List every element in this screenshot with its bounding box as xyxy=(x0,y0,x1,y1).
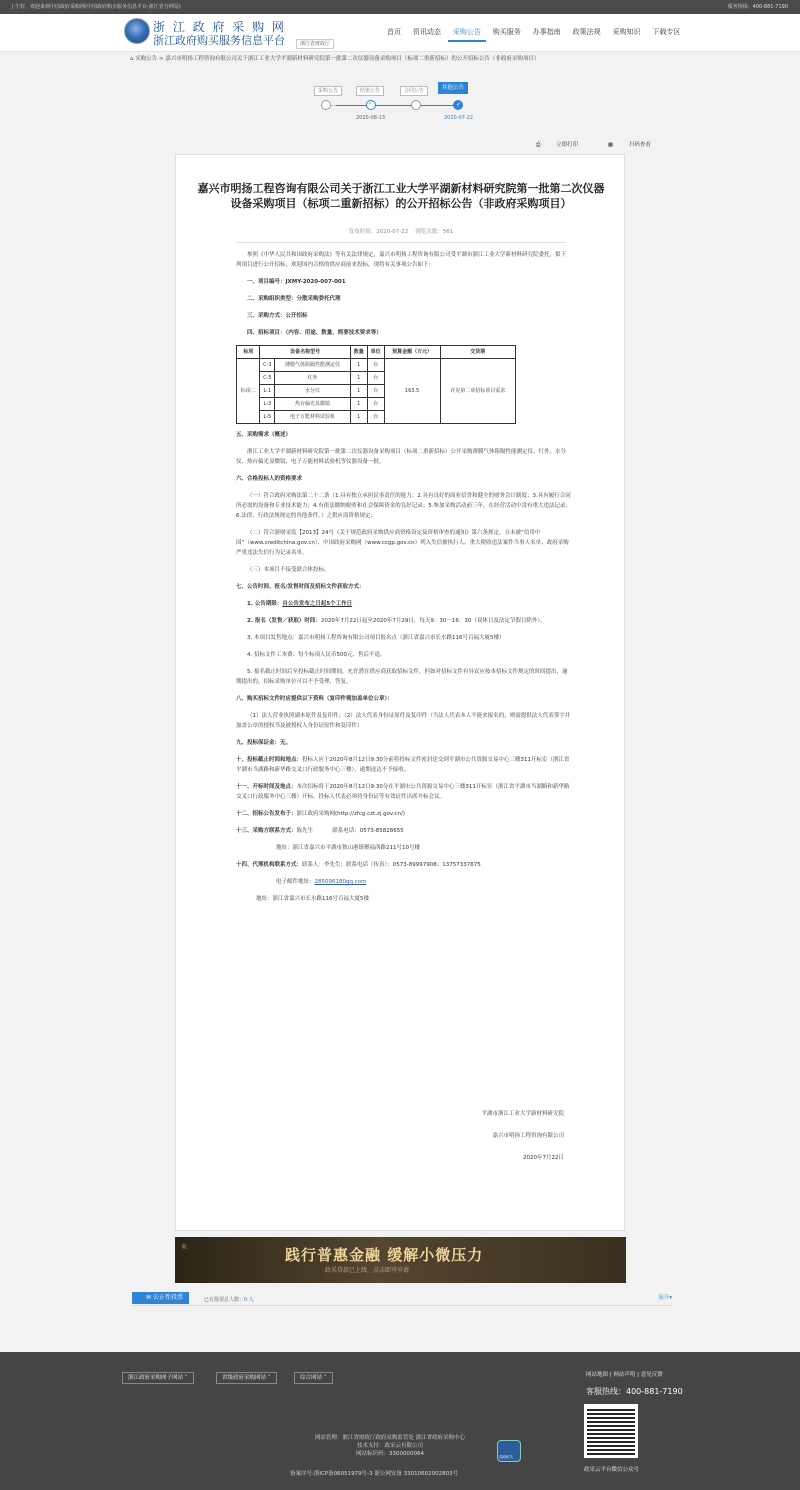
step-dot-contract[interactable] xyxy=(411,100,421,110)
vote-count-suffix: 人 xyxy=(248,1297,254,1303)
table-header-row xyxy=(237,346,516,359)
qty-cell: 1 xyxy=(350,411,367,424)
unit-cell: 台 xyxy=(367,359,384,372)
footer-manager: 网站管理：浙江省财政厅政府采购监管处 浙江省政府采购中心 xyxy=(314,1435,466,1441)
s12-link[interactable]: 浙江政府采购网(http://zfcg.czt.zj.gov.cn/) xyxy=(296,811,406,817)
qty-cell: 1 xyxy=(350,398,367,411)
code-cell: C-5 xyxy=(260,372,275,385)
section-7-5: 5. 报名截止时间后至投标截止时间期间，允许潜在供应商获取招标文件，但如对招标文件有异议应按本招标文件规定的时间提出，逾期提出的，招标采购单位可以不予受理、答复。 xyxy=(236,669,568,685)
print-button[interactable] xyxy=(536,142,592,148)
vote-count-prefix: 已有投票总人数： xyxy=(204,1297,245,1303)
nav-news[interactable]: 资讯动态 xyxy=(412,28,441,36)
section-6-p1: （一）符合政府采购法第二十二条（1.具有独立承担民事责任的能力；2.具有良好的商业信誉和健全的财务会计制度；3.具有履行合同所必需的设备和专业技术能力；4.有依法缴纳税收和社会保障资金的良好记录；5.参加采购活动前三年，在经营活动中没有重大违法记录；6.法律、行政法规规定的其他条件。）之供应商资格规定； xyxy=(236,493,571,519)
banner-subtext: 政采贷款已上线，点击即可申请 xyxy=(325,1267,410,1274)
select-sub-sites-label: 浙江政府采购网子网站 xyxy=(128,1375,184,1381)
print-icon: ⎙ xyxy=(536,142,541,148)
s10-text: 投标人应于2020年8月12日9:30分前将投标文件密封送交到平湖市公共资源交易中心三楼311开标室（浙江省平湖市当湖路和新华路交叉口行政服务中心三楼），逾期送达不予接收。 xyxy=(236,757,570,773)
s11-text: 本次招标将于2020年8月12日9:30分在平湖市公共资源交易中心三楼311开标室（浙江省平湖市当湖路和新华路交叉口行政服务中心三楼）开标，投标人代表必须持身份证等有效证件出席开标会议。 xyxy=(236,784,570,800)
site-logo-icon[interactable] xyxy=(124,18,150,44)
signature-org1: 平湖市浙江工业大学新材料研究院 xyxy=(481,1111,564,1117)
section-5-heading: 五、采购需求（概述） xyxy=(236,432,292,438)
breadcrumb-separator: > xyxy=(159,56,164,62)
lot-cell: 标项二 xyxy=(237,359,260,424)
top-bar xyxy=(0,0,800,14)
footer-info xyxy=(290,1434,490,1458)
col-unit: 单位 xyxy=(367,346,384,359)
nav-procurement-notice[interactable]: 采购公告 xyxy=(448,24,486,42)
finance-banner[interactable] xyxy=(175,1237,626,1283)
col-delivery: 交货期 xyxy=(440,346,515,359)
chevron-down-icon: ▾ xyxy=(669,1295,672,1301)
step-tag-other[interactable]: 其他公告 xyxy=(438,82,468,94)
print-label: 立即打印 xyxy=(556,142,579,148)
section-7-3: 3. 本项目发售地点：嘉兴市明扬工程咨询有限公司项目报名点（浙江省嘉兴市长水路116号百福大厦5楼） xyxy=(247,635,505,641)
main-nav xyxy=(382,24,685,44)
section-7-2 xyxy=(236,616,571,626)
vote-count-number: 0 xyxy=(244,1297,248,1303)
s14-email-label: 电子邮件地址： xyxy=(276,879,315,885)
site-title-line1[interactable]: 浙 江 政 府 采 购 网 xyxy=(153,20,286,34)
expand-button[interactable] xyxy=(658,1293,672,1301)
home-icon[interactable]: ⌂ xyxy=(130,56,134,62)
s7-2-value: 2020年7月22日起至2020年7月29日，每天9：30－16：30（双休日及法定节假日除外）。 xyxy=(320,618,546,624)
section-7-heading: 七、公告时间、报名/发售时间及招标文件获取方式： xyxy=(236,584,365,590)
site-header xyxy=(0,14,800,52)
step-tag-procurement[interactable]: 采购公告 xyxy=(314,86,342,96)
select-general-sites[interactable] xyxy=(294,1372,333,1384)
qr-code-icon xyxy=(584,1404,638,1458)
chevron-down-icon: ˅ xyxy=(323,1375,327,1381)
col-budget: 预算金额（万元） xyxy=(384,346,440,359)
section-1 xyxy=(236,277,571,287)
hotline-text: 服务热线：400-881-7190 xyxy=(727,4,788,10)
s7-2-label: 2. 报名（发售／获取）时间： xyxy=(247,618,321,624)
site-title-line2[interactable]: 浙江政府购买服务信息平台 xyxy=(153,34,285,47)
article-title: 嘉兴市明扬工程咨询有限公司关于浙江工业大学平湖新材料研究院第一批第二次仪器设备采购项目（标项二重新招标）的公开招标公告（非政府采购项目） xyxy=(197,182,605,210)
unit-cell: 台 xyxy=(367,372,384,385)
col-qty: 数量 xyxy=(350,346,367,359)
table-row xyxy=(237,359,516,372)
nav-home[interactable]: 首页 xyxy=(387,28,401,36)
article-tools xyxy=(536,140,679,149)
nav-downloads[interactable]: 下载专区 xyxy=(652,28,681,36)
site-tag: 浙江省财政厅 xyxy=(296,39,334,49)
section-5-text: 浙江工业大学平湖新材料研究院第一批第二次仪器设备采购项目（标项二重新招标）公开采购薄膜气体阻隔性能测定仪、红外、水分仪、热台偏光显微镜、电子万能材料试验机等仪器设备一批。 xyxy=(236,449,567,465)
title-divider xyxy=(236,242,566,243)
code-cell: L-1 xyxy=(260,385,275,398)
code-cell: L-5 xyxy=(260,411,275,424)
select-sub-sites[interactable] xyxy=(122,1372,194,1384)
s12-label: 十二、招标公告发布于： xyxy=(236,811,297,817)
chevron-down-icon: ˅ xyxy=(267,1375,271,1381)
step-tag-result[interactable]: 结果公告 xyxy=(356,86,384,96)
select-provincial-sites[interactable] xyxy=(216,1372,277,1384)
expand-label: 展开 xyxy=(658,1295,670,1301)
section-1-text: 一、项目编号：JXMY-2020-007-001 xyxy=(247,279,346,285)
section-7-1 xyxy=(236,599,571,609)
signature-date: 2020年7月22日 xyxy=(523,1155,564,1161)
section-14 xyxy=(236,860,571,870)
welcome-text: 上午好，欢迎来到中国政府采购网(中国政府购买服务信息平台-浙江省分网站) xyxy=(10,4,181,10)
timeline-line-active xyxy=(336,105,458,106)
section-6-heading: 六、合格投标人的资格要求 xyxy=(236,476,303,482)
footer-links[interactable]: 网站地图 | 网站声明 | 意见反馈 xyxy=(586,1372,663,1378)
qr-icon: ▦ xyxy=(607,142,614,148)
step-dot-result[interactable] xyxy=(366,100,376,110)
nav-guide[interactable]: 办事指南 xyxy=(532,28,561,36)
s13-address: 地址：浙江省嘉兴市平湖市独山港镇聚福西路211号10号楼 xyxy=(276,845,420,851)
name-cell: 电子万能材料试验机 xyxy=(275,411,350,424)
nav-purchase-service[interactable]: 购买服务 xyxy=(492,28,521,36)
chat-icon: ✉ xyxy=(146,1294,152,1301)
name-cell: 薄膜气体阻隔性能测定仪 xyxy=(275,359,350,372)
section-10 xyxy=(236,755,571,775)
intro-paragraph: 参照《中华人民共和国政府采购法》等有关法律规定，嘉兴市明扬工程咨询有限公司受平湖市浙江工业大学新材料研究院委托，拟下列项目进行公开招标，欢迎国内合格的供应商前来投标，现将有关事项公告如下： xyxy=(236,252,567,268)
site-footer xyxy=(0,1352,800,1490)
s14-email-line xyxy=(236,877,571,887)
step-date-result: 2020-08-13 xyxy=(356,115,386,121)
chevron-down-icon: ˅ xyxy=(184,1375,188,1381)
s13-label: 十三、采购方联系方式： xyxy=(236,828,297,834)
notice-timeline xyxy=(300,80,500,125)
breadcrumb-current: 嘉兴市明扬工程咨询有限公司关于浙江工业大学平湖新材料研究院第一批第二次仪器设备采购项目（标项二重新招标）的公开招标公告（非政府采购项目） xyxy=(165,56,540,62)
name-cell: 水分仪 xyxy=(275,385,350,398)
qty-cell: 1 xyxy=(350,372,367,385)
delivery-cell: 详见第二章招标项目需求 xyxy=(440,359,515,424)
s14-address: 地址：浙江省嘉兴市长水路116号百福大厦5楼 xyxy=(256,896,369,902)
unit-cell: 台 xyxy=(367,411,384,424)
section-11 xyxy=(236,782,571,802)
footer-site-id: 网站标识码：3300000064 xyxy=(356,1451,424,1457)
section-8-text: （1）法人营业执照副本原件及复印件；（2）法人代表身份证原件及复印件（当法人代表本人不能来报名的，则需提供法人代表签字并加盖公章的授权书及被授权人身份证原件和复印件） xyxy=(236,713,571,729)
publish-time: 发布时间：2020-07-22 xyxy=(348,229,409,235)
code-cell: C-3 xyxy=(260,359,275,372)
s13-phone: 联系电话：0573-85828655 xyxy=(332,828,404,834)
section-9: 九、投标保证金：无。 xyxy=(236,740,292,746)
s14-email-link[interactable]: 285096180qq.com xyxy=(314,879,367,885)
col-equipment: 设备名称型号 xyxy=(260,346,350,359)
budget-cell: 163.5 xyxy=(384,359,440,424)
s13-contact: 陈先生 xyxy=(296,828,314,834)
article-body xyxy=(236,250,571,911)
breadcrumb xyxy=(130,55,539,64)
article-meta xyxy=(176,227,626,235)
fairness-vote-text: 公正性投票 xyxy=(152,1294,183,1301)
qty-cell: 1 xyxy=(350,359,367,372)
article-card xyxy=(175,154,625,1231)
name-cell: 红外 xyxy=(275,372,350,385)
section-13 xyxy=(236,826,571,836)
select-general-label: 综合网站 xyxy=(300,1375,323,1381)
unit-cell: 台 xyxy=(367,398,384,411)
section-12 xyxy=(236,809,571,819)
qty-cell: 1 xyxy=(350,385,367,398)
section-4-heading: 四、招标项目：（内容、用途、数量、简要技术要求等） xyxy=(247,330,382,336)
s11-label: 十一、开标时间及地点： xyxy=(236,784,297,790)
footer-record[interactable]: 备案序号:浙ICP备06051979号-3 浙公网安备 33010602002803号 xyxy=(290,1471,459,1477)
gov-badge-label: 党政机关 xyxy=(499,1455,513,1459)
step-dot-procurement[interactable] xyxy=(321,100,331,110)
banner-logo: 米 xyxy=(181,1244,188,1251)
gov-badge-icon[interactable] xyxy=(497,1440,521,1462)
section-3 xyxy=(236,311,571,321)
signature-block xyxy=(481,1103,564,1169)
code-cell: L-3 xyxy=(260,398,275,411)
view-count: 浏览次数：561 xyxy=(415,229,454,235)
vote-count xyxy=(204,1296,254,1303)
section-7-4: 4. 招标文件工本费：每个标项人民币500元，售后不退。 xyxy=(247,652,386,658)
select-provincial-label: 省级政府采购网站 xyxy=(222,1375,267,1381)
s14-label: 十四、代理机构联系方式： xyxy=(236,862,303,868)
section-3-text: 三、采购方式：公开招标 xyxy=(247,313,308,319)
qr-caption: 政采云平台微信公众号 xyxy=(584,1467,640,1473)
step-tag-contract[interactable]: 合同公告 xyxy=(400,86,428,96)
section-6-p3: （三）本项目不接受联合体投标。 xyxy=(247,567,330,573)
breadcrumb-home[interactable]: 采购公告 xyxy=(135,56,158,62)
s10-label: 十、投标截止时间和地点： xyxy=(236,757,303,763)
s7-1-value: 自公告发布之日起5个工作日 xyxy=(282,601,353,607)
s14-text: 联系人：李先生；联系电话（传真）：0573-89997908；13757337675 xyxy=(302,862,481,868)
col-lot: 标项 xyxy=(237,346,260,359)
step-dot-other[interactable] xyxy=(453,100,463,110)
unit-cell: 台 xyxy=(367,385,384,398)
footer-support: 技术支持：政采云有限公司 xyxy=(356,1443,423,1449)
banner-headline: 践行普惠金融 缓解小微压力 xyxy=(285,1246,484,1264)
nav-knowledge[interactable]: 采购知识 xyxy=(612,28,641,36)
footer-hotline: 客服热线：400-881-7190 xyxy=(586,1387,683,1396)
fairness-vote-bar xyxy=(132,1292,672,1306)
s7-1-label: 1. 公告期限： xyxy=(247,601,283,607)
scan-button[interactable] xyxy=(608,142,665,148)
section-2-text: 二、采购组织类型：分散采购委托代理 xyxy=(247,296,341,302)
scan-label: 扫码查看 xyxy=(628,142,651,148)
bid-items-table xyxy=(236,345,516,424)
nav-policy[interactable]: 政策法规 xyxy=(572,28,601,36)
step-date-other: 2020-07-22 xyxy=(444,115,474,121)
signature-org2: 嘉兴市明扬工程咨询有限公司 xyxy=(492,1133,564,1139)
name-cell: 热台偏光显微镜 xyxy=(275,398,350,411)
section-2 xyxy=(236,294,571,304)
fairness-vote-label[interactable] xyxy=(132,1292,189,1304)
section-8-heading: 八、购买招标文件时应提供以下资料（复印件需加盖单位公章）： xyxy=(236,696,393,702)
section-6-p2: （二）符合浙财采监【2013】24号《关于规范政府采购供应商资格设定及资格审查的通知》第六条规定，且未被“信用中国”（www.creditchina.gov.cn）、中国政府采购网（www.ccgp.gov.cn）列入失信被执行人、重大税收违法案件当事人名单、政府采购严重违法失信行为记录名单。 xyxy=(236,530,569,556)
